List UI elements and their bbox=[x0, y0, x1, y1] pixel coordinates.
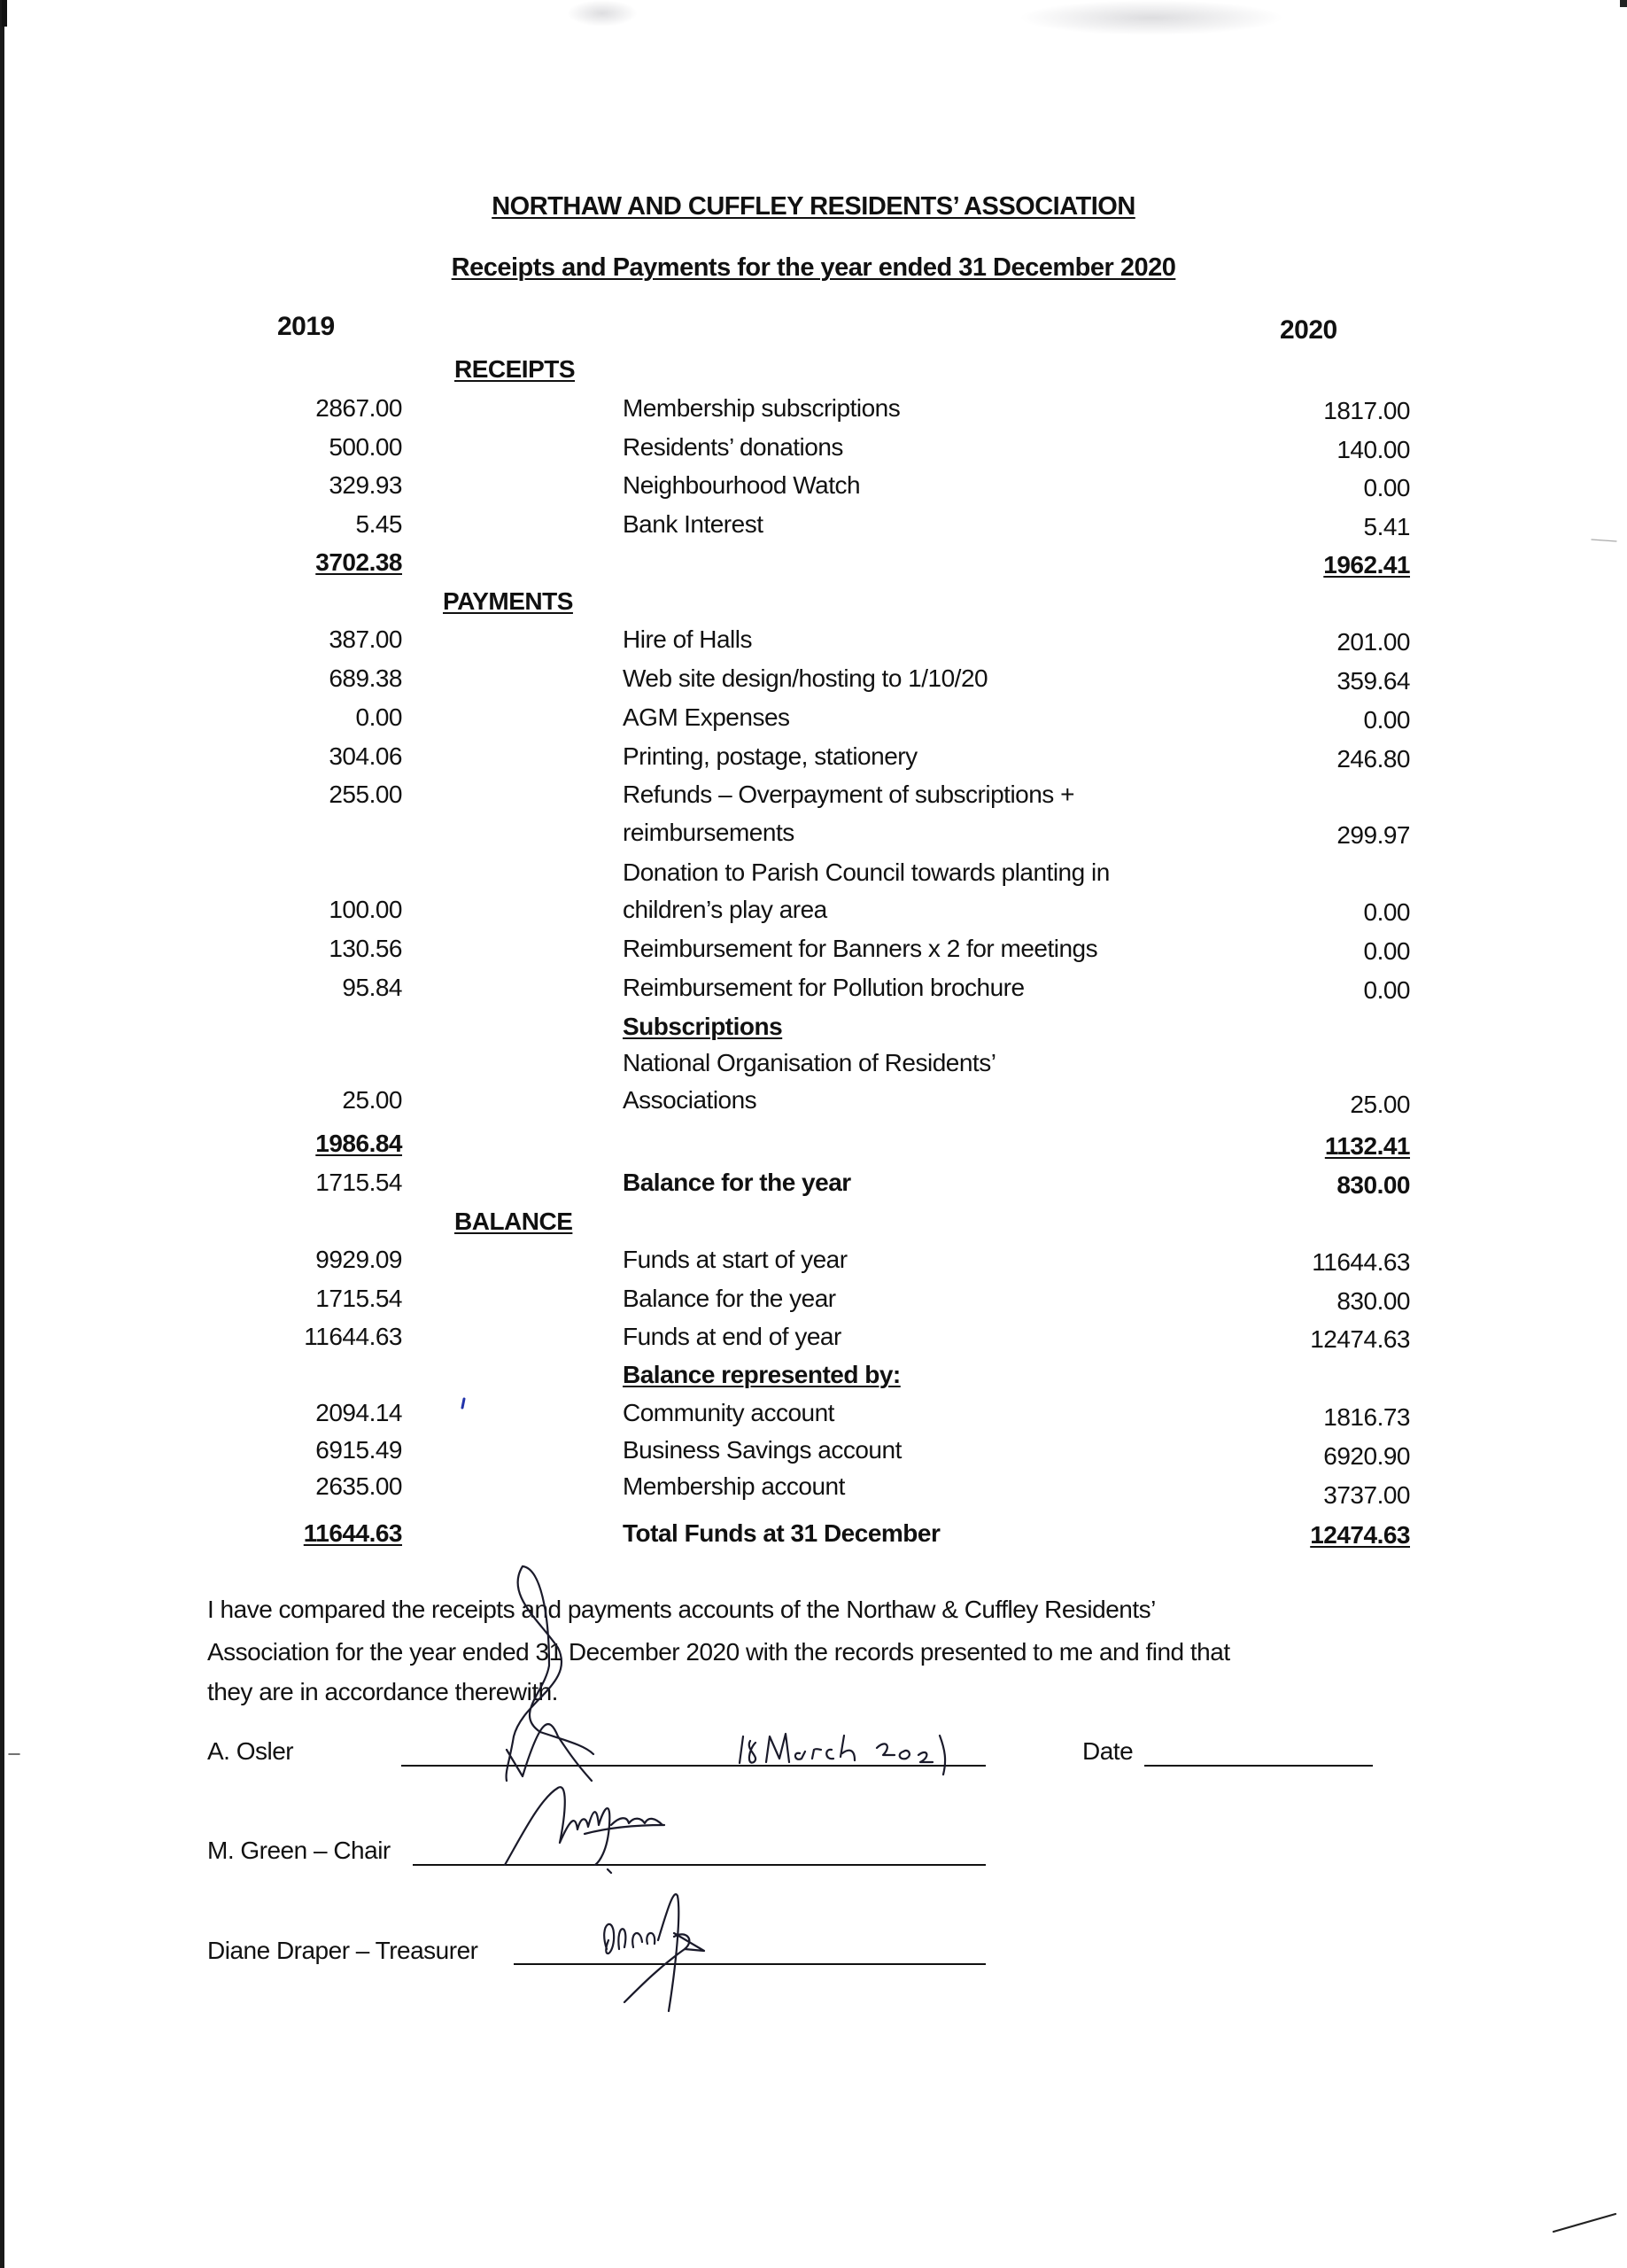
total-2019: 11644.63 bbox=[303, 1519, 402, 1547]
value-2019: 130.56 bbox=[329, 935, 402, 962]
value-2020: 0.00 bbox=[1363, 937, 1410, 965]
value-2019: 25.00 bbox=[342, 1086, 402, 1114]
line-description: Total Funds at 31 December bbox=[623, 1519, 941, 1547]
value-2020: 1817.00 bbox=[1323, 397, 1410, 424]
value-2019: 5.45 bbox=[355, 510, 402, 538]
certification-line-1: I have compared the receipts and payments accounts of the Northaw & Cuffley Residents’ bbox=[207, 1596, 1156, 1623]
value-2019: 387.00 bbox=[329, 625, 402, 653]
margin-mark bbox=[1590, 536, 1625, 545]
organisation-title: NORTHAW AND CUFFLEY RESIDENTS’ ASSOCIATION bbox=[492, 192, 1135, 221]
document-subtitle: Receipts and Payments for the year ended 31 December 2020 bbox=[451, 253, 1176, 282]
line-description: Reimbursement for Pollution brochure bbox=[623, 974, 1025, 1001]
value-2020: 12474.63 bbox=[1310, 1325, 1410, 1353]
section-balance: BALANCE bbox=[454, 1208, 573, 1235]
line-description-cont: reimbursements bbox=[623, 819, 794, 846]
certification-line-3: they are in accordance therewith. bbox=[207, 1678, 558, 1705]
value-2020: 359.64 bbox=[1336, 667, 1410, 695]
line-description: Funds at start of year bbox=[623, 1246, 848, 1273]
stray-ink-mark bbox=[459, 1395, 503, 1431]
value-2019: 2867.00 bbox=[315, 394, 402, 422]
section-payments: PAYMENTS bbox=[443, 587, 573, 615]
year-header-2020: 2020 bbox=[1280, 315, 1337, 345]
value-2019: 500.00 bbox=[329, 433, 402, 461]
line-description: Balance for the year bbox=[623, 1169, 851, 1196]
value-2019: 329.93 bbox=[329, 471, 402, 499]
total-2019: 1986.84 bbox=[315, 1130, 402, 1157]
line-description: Funds at end of year bbox=[623, 1323, 841, 1350]
total-2020: 12474.63 bbox=[1310, 1521, 1410, 1549]
line-description: Membership account bbox=[623, 1472, 845, 1500]
line-description-cont: children’s play area bbox=[623, 896, 827, 923]
value-2020: 140.00 bbox=[1336, 436, 1410, 463]
total-2020: 1962.41 bbox=[1323, 551, 1410, 579]
section-receipts: RECEIPTS bbox=[454, 355, 576, 383]
line-description: Community account bbox=[623, 1399, 834, 1426]
date-signature-line bbox=[1144, 1765, 1373, 1767]
treasurer-name: Diane Draper – Treasurer bbox=[207, 1937, 478, 1964]
value-2020: 0.00 bbox=[1363, 706, 1410, 734]
value-2019: 1715.54 bbox=[315, 1169, 402, 1196]
value-2020: 299.97 bbox=[1336, 821, 1410, 849]
value-2020: 25.00 bbox=[1350, 1091, 1410, 1118]
line-description: Residents’ donations bbox=[623, 433, 843, 461]
line-description: Business Savings account bbox=[623, 1436, 902, 1464]
value-2020: 246.80 bbox=[1336, 745, 1410, 773]
value-2019: 6915.49 bbox=[315, 1436, 402, 1464]
value-2019: 95.84 bbox=[342, 974, 402, 1001]
line-description: National Organisation of Residents’ bbox=[623, 1049, 996, 1076]
handwritten-date bbox=[731, 1723, 996, 1785]
value-2020: 0.00 bbox=[1363, 898, 1410, 926]
chair-name: M. Green – Chair bbox=[207, 1837, 391, 1864]
line-description: Reimbursement for Banners x 2 for meetings bbox=[623, 935, 1098, 962]
total-2020: 1132.41 bbox=[1324, 1132, 1410, 1160]
subsection-balance-represented: Balance represented by: bbox=[623, 1361, 901, 1388]
value-2019: 2094.14 bbox=[315, 1399, 402, 1426]
line-description: Refunds – Overpayment of subscriptions + bbox=[623, 781, 1074, 808]
value-2020: 201.00 bbox=[1336, 628, 1410, 656]
line-description: Donation to Parish Council towards planting in bbox=[623, 858, 1110, 886]
line-description: Hire of Halls bbox=[623, 625, 752, 653]
certification-line-2: Association for the year ended 31 December 2020 with the records presented to me and find that bbox=[207, 1638, 1230, 1666]
stray-pen-mark bbox=[1550, 2210, 1621, 2237]
margin-mark bbox=[7, 1750, 25, 1759]
value-2020: 830.00 bbox=[1336, 1287, 1410, 1315]
scan-edge-left bbox=[0, 0, 4, 2268]
value-2019: 9929.09 bbox=[315, 1246, 402, 1273]
value-2019: 0.00 bbox=[355, 703, 402, 731]
scan-edge-mark bbox=[1620, 0, 1627, 7]
value-2019: 255.00 bbox=[329, 781, 402, 808]
chair-signature bbox=[496, 1781, 744, 1896]
value-2019: 2635.00 bbox=[315, 1472, 402, 1500]
value-2020: 3737.00 bbox=[1323, 1481, 1410, 1509]
line-description-cont: Associations bbox=[623, 1086, 757, 1114]
scan-smudge bbox=[567, 0, 638, 27]
line-description: Balance for the year bbox=[623, 1285, 836, 1312]
line-description: AGM Expenses bbox=[623, 703, 790, 731]
scan-smudge bbox=[1019, 0, 1284, 35]
line-description: Neighbourhood Watch bbox=[623, 471, 861, 499]
date-label: Date bbox=[1082, 1737, 1134, 1765]
line-description: Web site design/hosting to 1/10/20 bbox=[623, 664, 988, 692]
value-2019: 1715.54 bbox=[315, 1285, 402, 1312]
year-header-2019: 2019 bbox=[277, 312, 335, 341]
line-description: Membership subscriptions bbox=[623, 394, 901, 422]
value-2019: 11644.63 bbox=[304, 1323, 402, 1350]
value-2019: 689.38 bbox=[329, 664, 402, 692]
value-2019: 100.00 bbox=[329, 896, 402, 923]
examiner-name: A. Osler bbox=[207, 1737, 294, 1765]
line-description: Bank Interest bbox=[623, 510, 763, 538]
value-2020: 0.00 bbox=[1363, 976, 1410, 1004]
treasurer-signature bbox=[589, 1887, 766, 2020]
value-2020: 830.00 bbox=[1336, 1171, 1410, 1199]
value-2020: 0.00 bbox=[1363, 474, 1410, 501]
line-description: Printing, postage, stationery bbox=[623, 742, 918, 770]
examiner-signature bbox=[487, 1559, 664, 1790]
scan-edge-mark bbox=[2, 0, 7, 27]
value-2019: 304.06 bbox=[329, 742, 402, 770]
value-2020: 11644.63 bbox=[1312, 1248, 1410, 1276]
subsection-subscriptions: Subscriptions bbox=[623, 1013, 783, 1040]
value-2020: 6920.90 bbox=[1323, 1442, 1410, 1470]
total-2019: 3702.38 bbox=[315, 548, 402, 576]
value-2020: 5.41 bbox=[1363, 513, 1410, 540]
value-2020: 1816.73 bbox=[1323, 1403, 1410, 1431]
